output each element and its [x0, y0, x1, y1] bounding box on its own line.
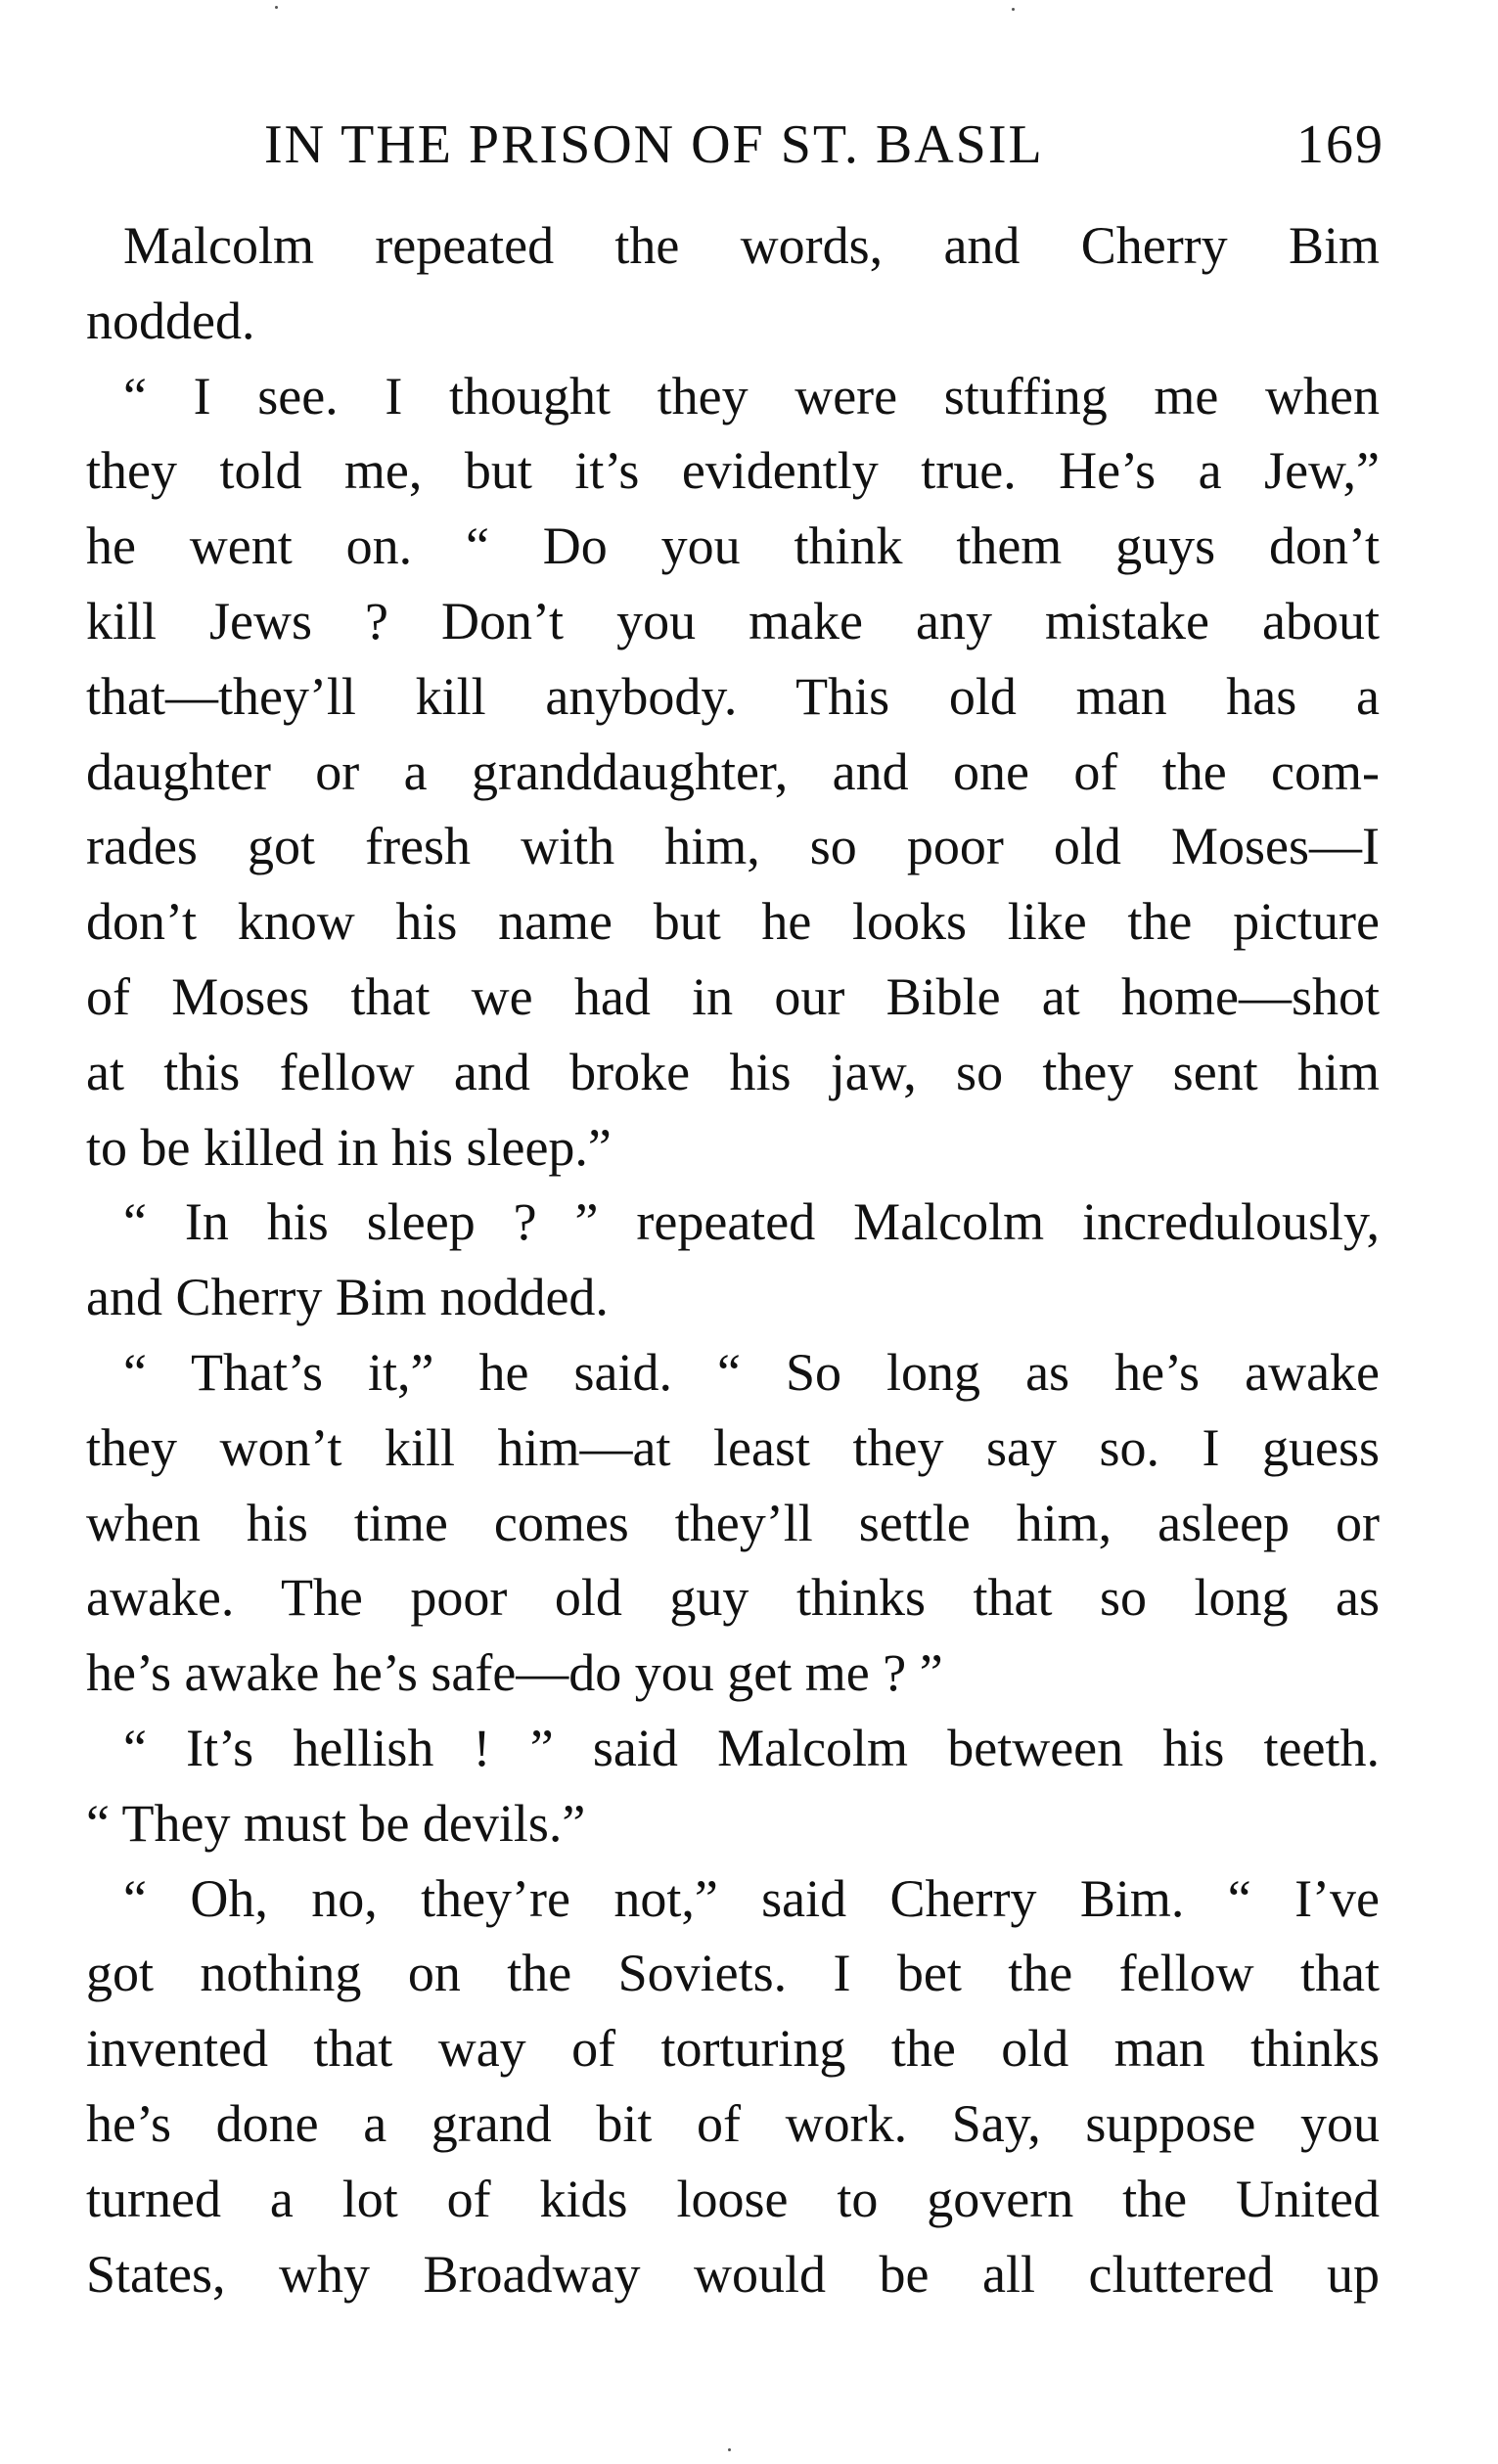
text-line: nodded. [86, 291, 255, 350]
text-line: got nothing on the Soviets. I bet the fellow that [86, 1944, 1380, 2003]
text-line: that—they’ll kill anybody. This old man has a [86, 666, 1380, 726]
running-title: IN THE PRISON OF ST. BASIL [264, 114, 1044, 175]
text-line: he’s done a grand bit of work. Say, suppose you [86, 2093, 1380, 2153]
text-line: he’s awake he’s safe—do you get me ? ” [86, 1643, 943, 1703]
print-speck [1012, 8, 1015, 11]
text-line: Malcolm repeated the words, and Cherry Bim [123, 216, 1380, 275]
text-line: they told me, but it’s evidently true. He’s a Jew,” [86, 441, 1380, 501]
text-line: rades got fresh with him, so poor old Moses—I [86, 817, 1380, 876]
text-line: “ I see. I thought they were stuffing me when [123, 366, 1380, 426]
text-line: when his time comes they’ll settle him, asleep or [86, 1493, 1380, 1552]
text-line: “ Oh, no, they’re not,” said Cherry Bim. “ I’ve [123, 1868, 1380, 1928]
text-line: don’t know his name but he looks like the picture [86, 892, 1380, 952]
text-line: “ It’s hellish ! ” said Malcolm between his teeth. [123, 1718, 1380, 1777]
text-line: “ That’s it,” he said. “ So long as he’s awake [123, 1342, 1380, 1402]
text-line: at this fellow and broke his jaw, so they sent him [86, 1042, 1380, 1101]
print-speck [728, 2448, 731, 2451]
text-line: of Moses that we had in our Bible at home—shot [86, 966, 1380, 1026]
text-line: awake. The poor old guy thinks that so long as [86, 1568, 1380, 1628]
text-line: turned a lot of kids loose to govern the United [86, 2169, 1380, 2228]
text-line: kill Jews ? Don’t you make any mistake about [86, 591, 1380, 650]
body-text [86, 208, 1380, 2311]
text-line: he went on. “ Do you think them guys don’t [86, 516, 1380, 576]
running-head [264, 106, 1385, 184]
text-line: States, why Broadway would be all cluttered up [86, 2244, 1380, 2304]
print-speck [275, 6, 278, 9]
text-line: daughter or a granddaughter, and one of the com- [86, 741, 1380, 801]
text-line: “ In his sleep ? ” repeated Malcolm incredulously, [123, 1192, 1380, 1252]
text-line: to be killed in his sleep.” [86, 1117, 612, 1177]
text-line: they won’t kill him—at least they say so. I guess [86, 1417, 1380, 1477]
text-line: invented that way of torturing the old man thinks [86, 2019, 1380, 2079]
text-line: “ They must be devils.” [86, 1793, 586, 1853]
page-number: 169 [1296, 114, 1385, 175]
text-line: and Cherry Bim nodded. [86, 1268, 609, 1327]
